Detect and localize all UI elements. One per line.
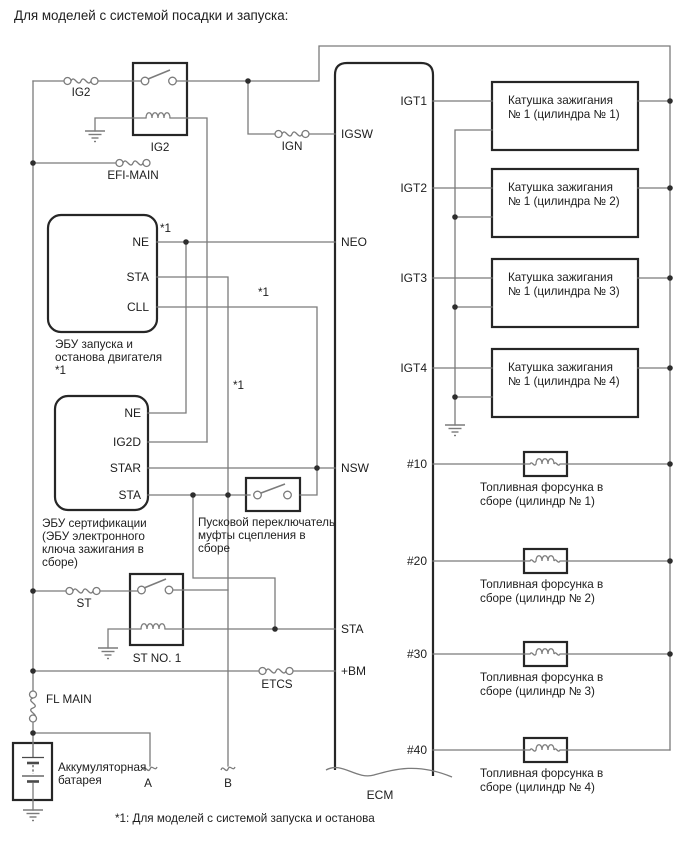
injector-2-label-line1: Топливная форсунка в	[480, 578, 604, 591]
ecu2-pin-star: STAR	[109, 461, 141, 475]
ecu-signal-wires	[148, 242, 335, 766]
ecm-pin-30: #30	[406, 647, 427, 661]
battery-ground-icon	[23, 810, 43, 821]
clutch-switch-label-line2: муфты сцепления в	[198, 529, 306, 542]
clutch-switch-label-line3: сборе	[198, 542, 231, 555]
ecm-pin-10: #10	[406, 457, 427, 471]
clutch-switch-label-line1: Пусковой переключатель	[198, 516, 336, 529]
coil-2-label-line2: № 1 (цилиндра № 2)	[508, 195, 620, 208]
marker-cll: *1	[258, 286, 270, 299]
ecm-pin-igt2: IGT2	[400, 181, 427, 195]
efi-main-fuse-label: EFI-MAIN	[107, 169, 159, 182]
st-relay-ground-icon	[98, 648, 118, 659]
ecm-pin-igt4: IGT4	[400, 361, 427, 375]
ecu1-pin-ne: NE	[132, 235, 149, 249]
ecm-pin-20: #20	[406, 554, 427, 568]
battery-label-line1: Аккумуляторная	[58, 761, 147, 774]
ecm-pin-40: #40	[406, 743, 427, 757]
connector-b-break	[221, 767, 235, 770]
injector-1-label-line2: сборе (цилиндр № 1)	[480, 495, 595, 508]
ecu2-pin-ne: NE	[124, 406, 141, 420]
footnote: *1: Для моделей с системой запуска и останова	[115, 812, 375, 825]
coil-3-label-line1: Катушка зажигания	[508, 271, 613, 284]
ecu2-pin-sta: STA	[118, 488, 141, 502]
ign-fuse-label: IGN	[281, 140, 303, 153]
cll-net	[157, 307, 317, 495]
ig2-fuse-label: IG2	[71, 86, 91, 99]
ig2-fuse	[64, 78, 98, 85]
battery-label-line2: батарея	[58, 774, 102, 787]
ecm-pin-bm: +BM	[341, 664, 367, 678]
ecu1-label-line3: *1	[55, 364, 67, 377]
st-fuse	[66, 588, 100, 595]
ecm-pin-neo: NEO	[341, 235, 368, 249]
page-title: Для моделей с системой посадки и запуска:	[14, 8, 289, 23]
ecm-pin-igt1: IGT1	[400, 94, 427, 108]
injector-3-label-line1: Топливная форсунка в	[480, 671, 604, 684]
coil-4-label-line1: Катушка зажигания	[508, 361, 613, 374]
st-relay-label: ST NO. 1	[132, 652, 182, 665]
ecm-pin-igsw: IGSW	[341, 127, 373, 141]
coil-ground-icon	[445, 425, 465, 436]
ecu1-pin-sta: STA	[126, 270, 149, 284]
ig2-relay-ground-icon	[85, 131, 105, 142]
injector-3-label-line2: сборе (цилиндр № 3)	[480, 685, 595, 698]
injector-2-label-line2: сборе (цилиндр № 2)	[480, 592, 595, 605]
marker-sta: *1	[233, 379, 245, 392]
ecm-label: ECM	[366, 788, 394, 802]
ecu2-label-line3: ключа зажигания в	[42, 543, 144, 556]
coil-4-label-line2: № 1 (цилиндра № 4)	[508, 375, 620, 388]
connector-b-label: B	[224, 777, 232, 790]
st-fuse-label: ST	[76, 597, 92, 610]
injector-1-label-line1: Топливная форсунка в	[480, 481, 604, 494]
etcs-fuse-label: ETCS	[261, 678, 293, 691]
ign-fuse	[275, 131, 309, 138]
ecu1-pin-cll: CLL	[126, 300, 149, 314]
fl-main-fusible-link	[30, 691, 37, 722]
ig2-relay-label: IG2	[150, 141, 170, 154]
coil-2-label-line1: Катушка зажигания	[508, 181, 613, 194]
st-relay-box	[130, 574, 183, 645]
ecu1-label-line2: останова двигателя	[55, 351, 163, 364]
etcs-fuse	[259, 668, 293, 675]
injector-4-label-line1: Топливная форсунка в	[480, 767, 604, 780]
coil-3-label-line2: № 1 (цилиндра № 3)	[508, 285, 620, 298]
marker-ne: *1	[160, 222, 172, 235]
ecu2-pin-ig2d: IG2D	[112, 435, 141, 449]
ecm-pin-nsw: NSW	[341, 461, 369, 475]
ecm-pin-sta: STA	[341, 622, 364, 636]
ecu2-label-line4: сборе)	[42, 556, 78, 569]
ecm-pin-igt3: IGT3	[400, 271, 427, 285]
coil-1-label-line1: Катушка зажигания	[508, 94, 613, 107]
coil-1-label-line2: № 1 (цилиндра № 1)	[508, 108, 620, 121]
ecu1-label-line1: ЭБУ запуска и	[55, 338, 133, 351]
injector-4-label-line2: сборе (цилиндр № 4)	[480, 781, 595, 794]
fl-main-label: FL MAIN	[46, 693, 92, 706]
efi-main-fuse	[116, 160, 150, 167]
ecu2-label-line1: ЭБУ сертификации	[42, 517, 147, 530]
ecu2-label-line2: (ЭБУ электронного	[42, 530, 145, 543]
connector-a-label: A	[144, 777, 152, 790]
